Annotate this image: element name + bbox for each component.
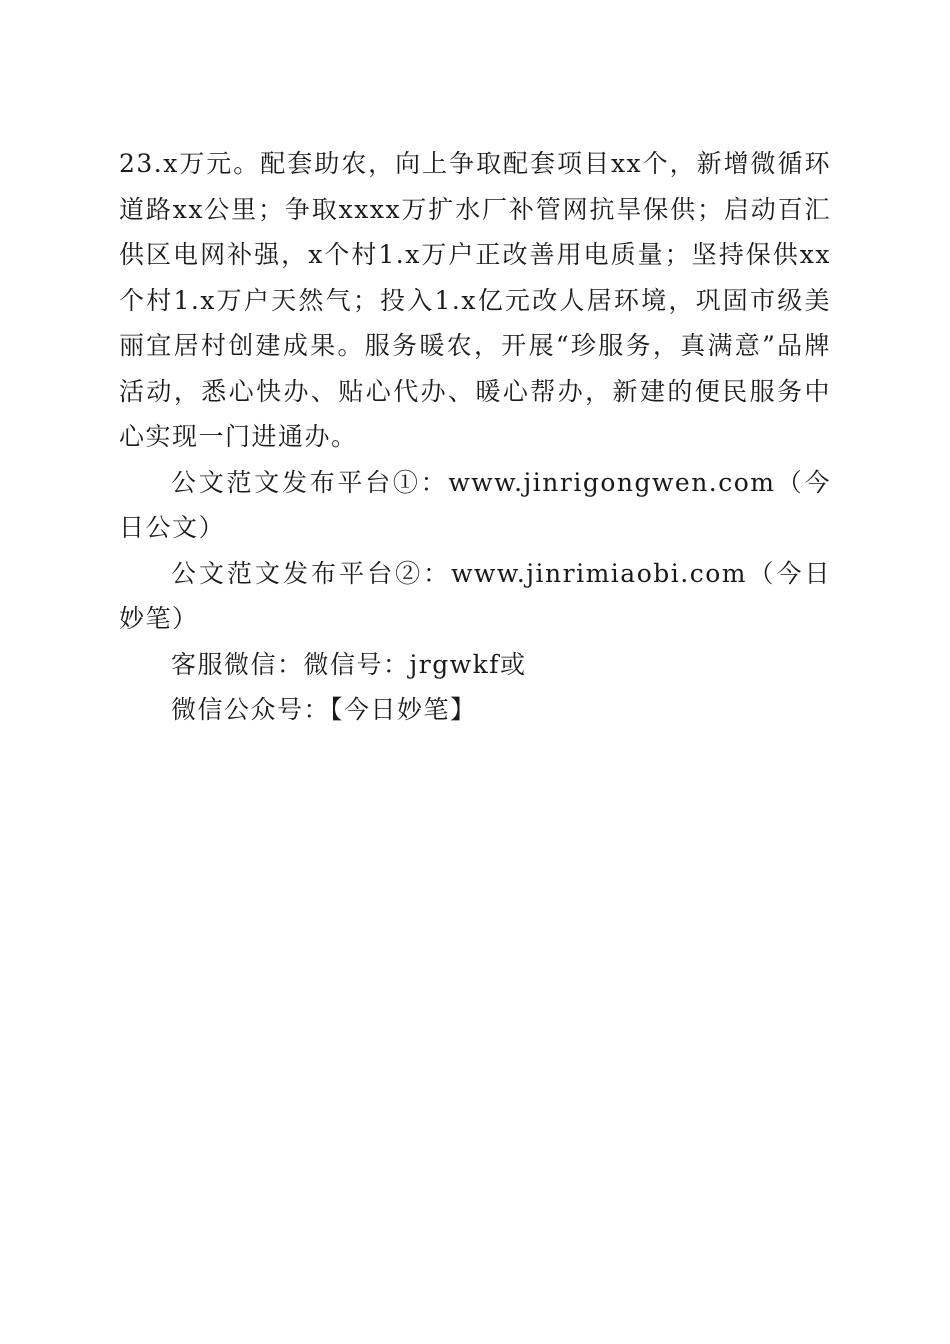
body-paragraph: 23.x万元。配套助农，向上争取配套项目xx个，新增微循环道路xx公里；争取xxxx万扩水厂补管网抗旱保供；启动百汇供区电网补强，x个村1.x万户正改善用电质量；坚持保供xx个村1.x万户天然气；投入1.x亿元改人居环境，巩固市级美丽宜居村创建成果。服务暖农，开展“珍服务，真满意”品牌活动，悉心快办、贴心代办、暖心帮办，新建的便民服务中心实现一门进通办。 [119,149,831,451]
platform-link-1-paragraph: 公文范文发布平台①：www.jinrigongwen.com（今日公文） [119,467,831,542]
platform-link-2-paragraph: 公文范文发布平台②：www.jinrimiaobi.com（今日妙笔） [119,558,831,633]
wechat-official-account-paragraph: 微信公众号：【今日妙笔】 [171,695,477,724]
customer-service-wechat-paragraph: 客服微信：微信号：jrgwkf或 [171,649,527,679]
document-body [119,141,831,733]
